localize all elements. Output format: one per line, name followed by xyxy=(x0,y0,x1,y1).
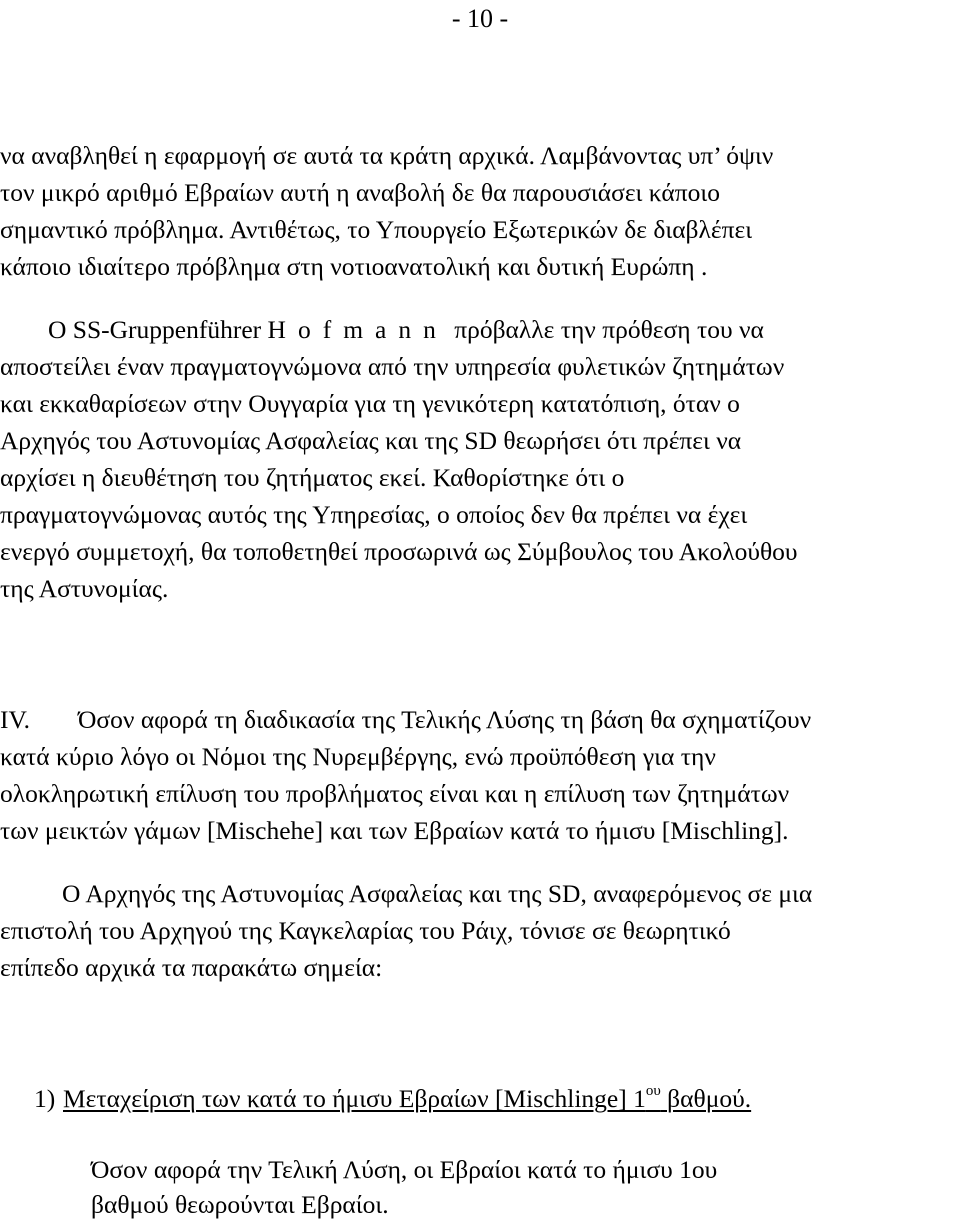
heading-text: Μεταχείριση των κατά το ήμισυ Εβραίων [Mischlinge] 1 xyxy=(63,1084,646,1113)
page-number: - 10 - xyxy=(451,4,509,33)
text-line: των μεικτών γάμων [Mischehe] και των Εβραίων κατά το ήμισυ [Mischling]. xyxy=(0,816,789,845)
text-line: και εκκαθαρίσεων στην Ουγγαρία για τη γενικότερη κατατόπιση, όταν ο xyxy=(0,389,740,418)
text-segment: πρόβαλλε την πρόθεση του να xyxy=(454,315,764,344)
text-line: επιστολή του Αρχηγού της Καγκελαρίας του Ράιχ, τόνισε σε θεωρητικό xyxy=(0,916,731,945)
text-line: της Αστυνομίας. xyxy=(0,574,169,603)
heading-superscript: ου xyxy=(645,1083,661,1099)
text-line: κάποιο ιδιαίτερο πρόβλημα στη νοτιοανατολική και δυτική Ευρώπη . xyxy=(0,252,708,281)
person-name: Hofmann xyxy=(267,315,448,344)
text-line: σημαντικό πρόβλημα. Αντιθέτως, το Υπουργείο Εξωτερικών δε διαβλέπει xyxy=(0,215,753,244)
text-line: αποστείλει έναν πραγματογνώμονα από την υπηρεσία φυλετικών ζητημάτων xyxy=(0,352,785,381)
text-line: πραγματογνώμονας αυτός της Υπηρεσίας, ο οποίος δεν θα πρέπει να έχει xyxy=(0,500,748,529)
text-line: να αναβληθεί η εφαρμογή σε αυτά τα κράτη αρχικά. Λαμβάνοντας υπ’ όψιν xyxy=(0,141,774,170)
text-line xyxy=(48,315,764,345)
text-line: Όσον αφορά τη διαδικασία της Τελικής Λύσης τη βάση θα σχηματίζουν xyxy=(78,705,812,734)
text-line: βαθμού θεωρούνται Εβραίοι. xyxy=(91,1190,389,1219)
heading-end: βαθμού. xyxy=(660,1084,752,1113)
list-item-number: 1) xyxy=(34,1084,56,1113)
text-line: Αρχηγός του Αστυνομίας Ασφαλείας και της SD θεωρήσει ότι πρέπει να xyxy=(0,426,742,455)
text-line: ολοκληρωτική επίλυση του προβλήματος είναι και η επίλυση των ζητημάτων xyxy=(0,779,790,808)
text-line: Όσον αφορά την Τελική Λύση, οι Εβραίοι κατά το ήμισυ 1ου xyxy=(91,1155,718,1184)
text-line: επίπεδο αρχικά τα παρακάτω σημεία: xyxy=(0,953,383,982)
text-line: Ο Αρχηγός της Αστυνομίας Ασφαλείας και της SD, αναφερόμενος σε μια xyxy=(62,879,813,908)
text-line: τον μικρό αριθμό Εβραίων αυτή η αναβολή δε θα παρουσιάσει κάποιο xyxy=(0,178,721,207)
section-numeral: IV. xyxy=(0,705,30,734)
text-segment: O SS-Gruppenführer xyxy=(48,315,262,344)
text-line: αρχίσει η διευθέτηση του ζητήματος εκεί. Καθορίστηκε ότι ο xyxy=(0,463,625,492)
text-line: ενεργό συμμετοχή, θα τοποθετηθεί προσωρινά ως Σύμβουλος του Ακολούθου xyxy=(0,537,798,566)
text-line: κατά κύριο λόγο οι Νόμοι της Νυρεμβέργης, ενώ προϋπόθεση για την xyxy=(0,742,716,771)
list-item-heading xyxy=(63,1084,751,1114)
